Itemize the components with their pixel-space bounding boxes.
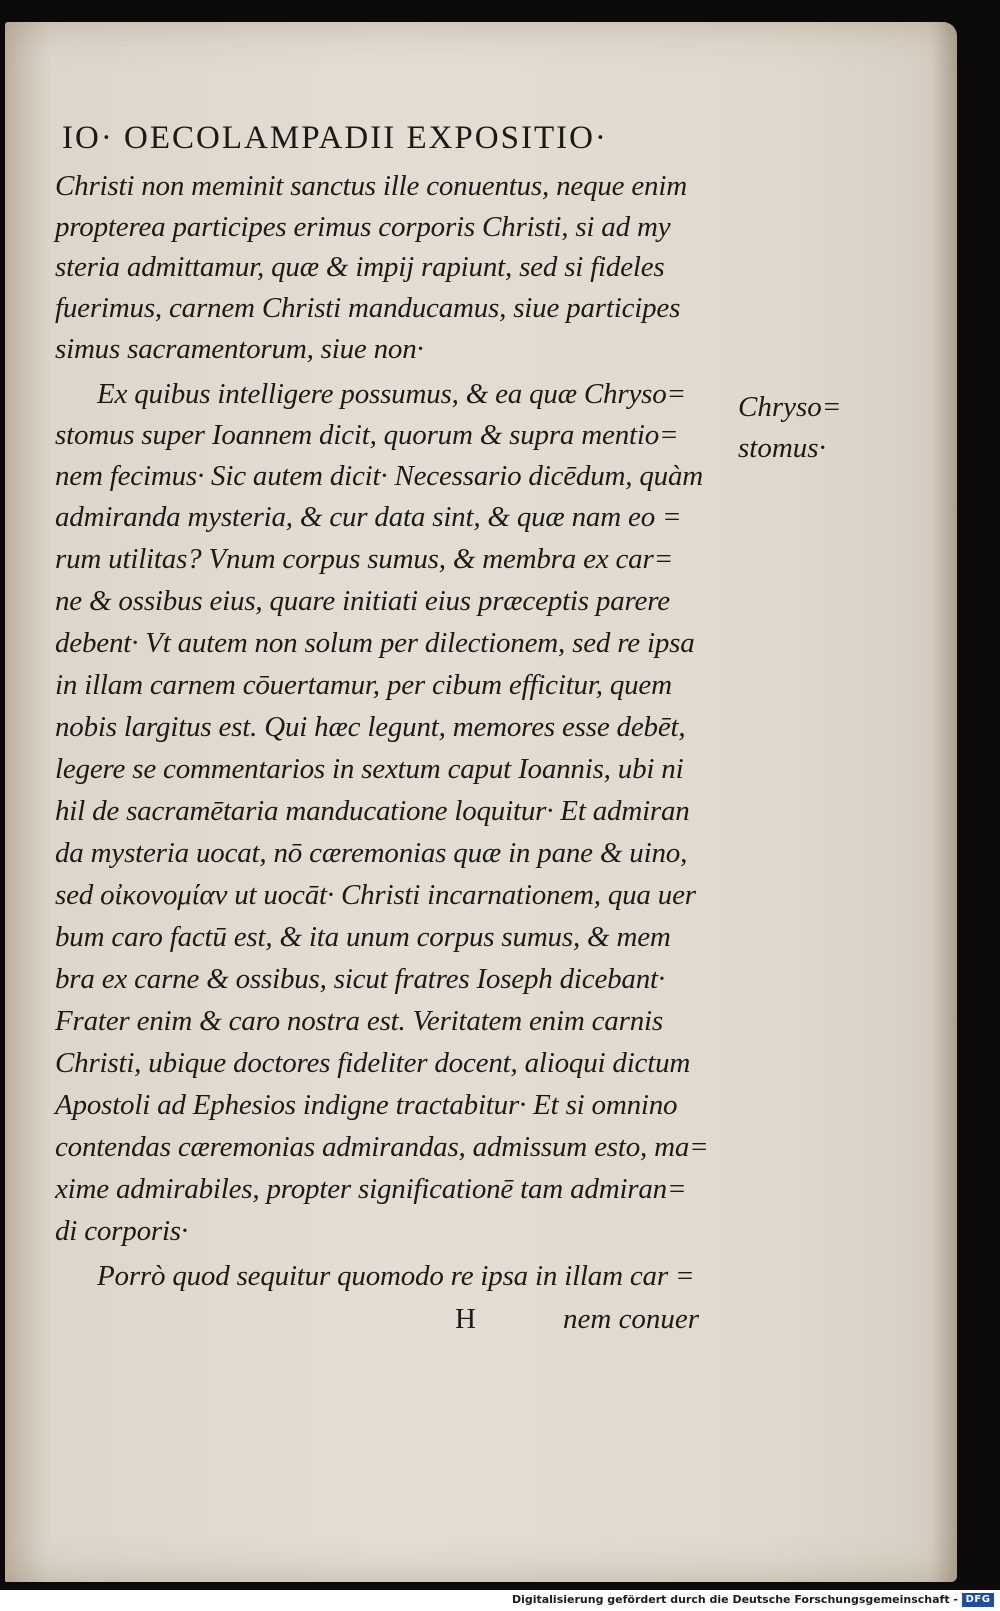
text-line: Christi non meminit sanctus ille conuentus, neque enim <box>55 170 687 202</box>
marginal-note-line: stomus· <box>738 432 826 464</box>
running-head: IO· OECOLAMPADII EXPOSITIO· <box>62 120 608 156</box>
text-line: propterea participes erimus corporis Christi, si ad my <box>55 211 671 243</box>
text-line: stomus super Ioannem dicit, quorum & supra mentio= <box>55 419 679 451</box>
text-line: contendas cæremonias admirandas, admissum esto, ma= <box>55 1131 709 1163</box>
page-edge-shadow <box>931 22 957 1582</box>
text-line: bra ex carne & ossibus, sicut fratres Ioseph dicebant· <box>55 963 665 995</box>
text-line: Porrò quod sequitur quomodo re ipsa in illam car = <box>97 1260 695 1292</box>
text-line: hil de sacramētaria manducatione loquitur· Et admiran <box>55 795 690 827</box>
text-line: in illam carnem cōuertamur, per cibum efficitur, quem <box>55 669 672 701</box>
credit-bar <box>0 1590 1000 1611</box>
text-line: sed οἰκονομίαν ut uocāt· Christi incarnationem, qua uer <box>55 879 696 911</box>
text-line: debent· Vt autem non solum per dilectionem, sed re ipsa <box>55 627 695 659</box>
text-line: da mysteria uocat, nō cæremonias quæ in pane & uino, <box>55 837 688 869</box>
text-line: bum caro factū est, & ita unum corpus sumus, & mem <box>55 921 671 953</box>
text-line: admiranda mysteria, & cur data sint, & quæ nam eo = <box>55 501 682 533</box>
text-line: Christi, ubique doctores fideliter docent, alioqui dictum <box>55 1047 691 1079</box>
text-line: simus sacramentorum, siue non· <box>55 333 424 365</box>
signature-mark: H <box>455 1303 476 1335</box>
text-line: nobis largitus est. Qui hæc legunt, memores esse debēt, <box>55 711 686 743</box>
text-line: fuerimus, carnem Christi manducamus, siue participes <box>55 292 681 324</box>
text-line: steria admittamur, quæ & impij rapiunt, sed si fideles <box>55 251 665 283</box>
funding-credit: Digitalisierung gefördert durch die Deutsche Forschungsgemeinschaft - <box>511 1593 958 1606</box>
text-line: nem fecimus· Sic autem dicit· Necessario dicēdum, quàm <box>55 460 704 492</box>
text-line: di corporis· <box>55 1215 188 1247</box>
text-line: Frater enim & caro nostra est. Veritatem enim carnis <box>55 1005 663 1037</box>
marginal-note-line: Chryso= <box>738 391 842 423</box>
text-line: Ex quibus intelligere possumus, & ea quæ Chryso= <box>97 378 686 410</box>
dfg-logo: DFG <box>962 1593 994 1607</box>
text-line: legere se commentarios in sextum caput Ioannis, ubi ni <box>55 753 684 785</box>
catchword: nem conuer <box>563 1303 700 1335</box>
text-line: Apostoli ad Ephesios indigne tractabitur· Et si omnino <box>55 1089 678 1121</box>
text-line: ne & ossibus eius, quare initiati eius præceptis parere <box>55 585 670 617</box>
text-line: xime admirabiles, propter significationē tam admiran= <box>55 1173 687 1205</box>
text-line: rum utilitas? Vnum corpus sumus, & membra ex car= <box>55 543 673 575</box>
